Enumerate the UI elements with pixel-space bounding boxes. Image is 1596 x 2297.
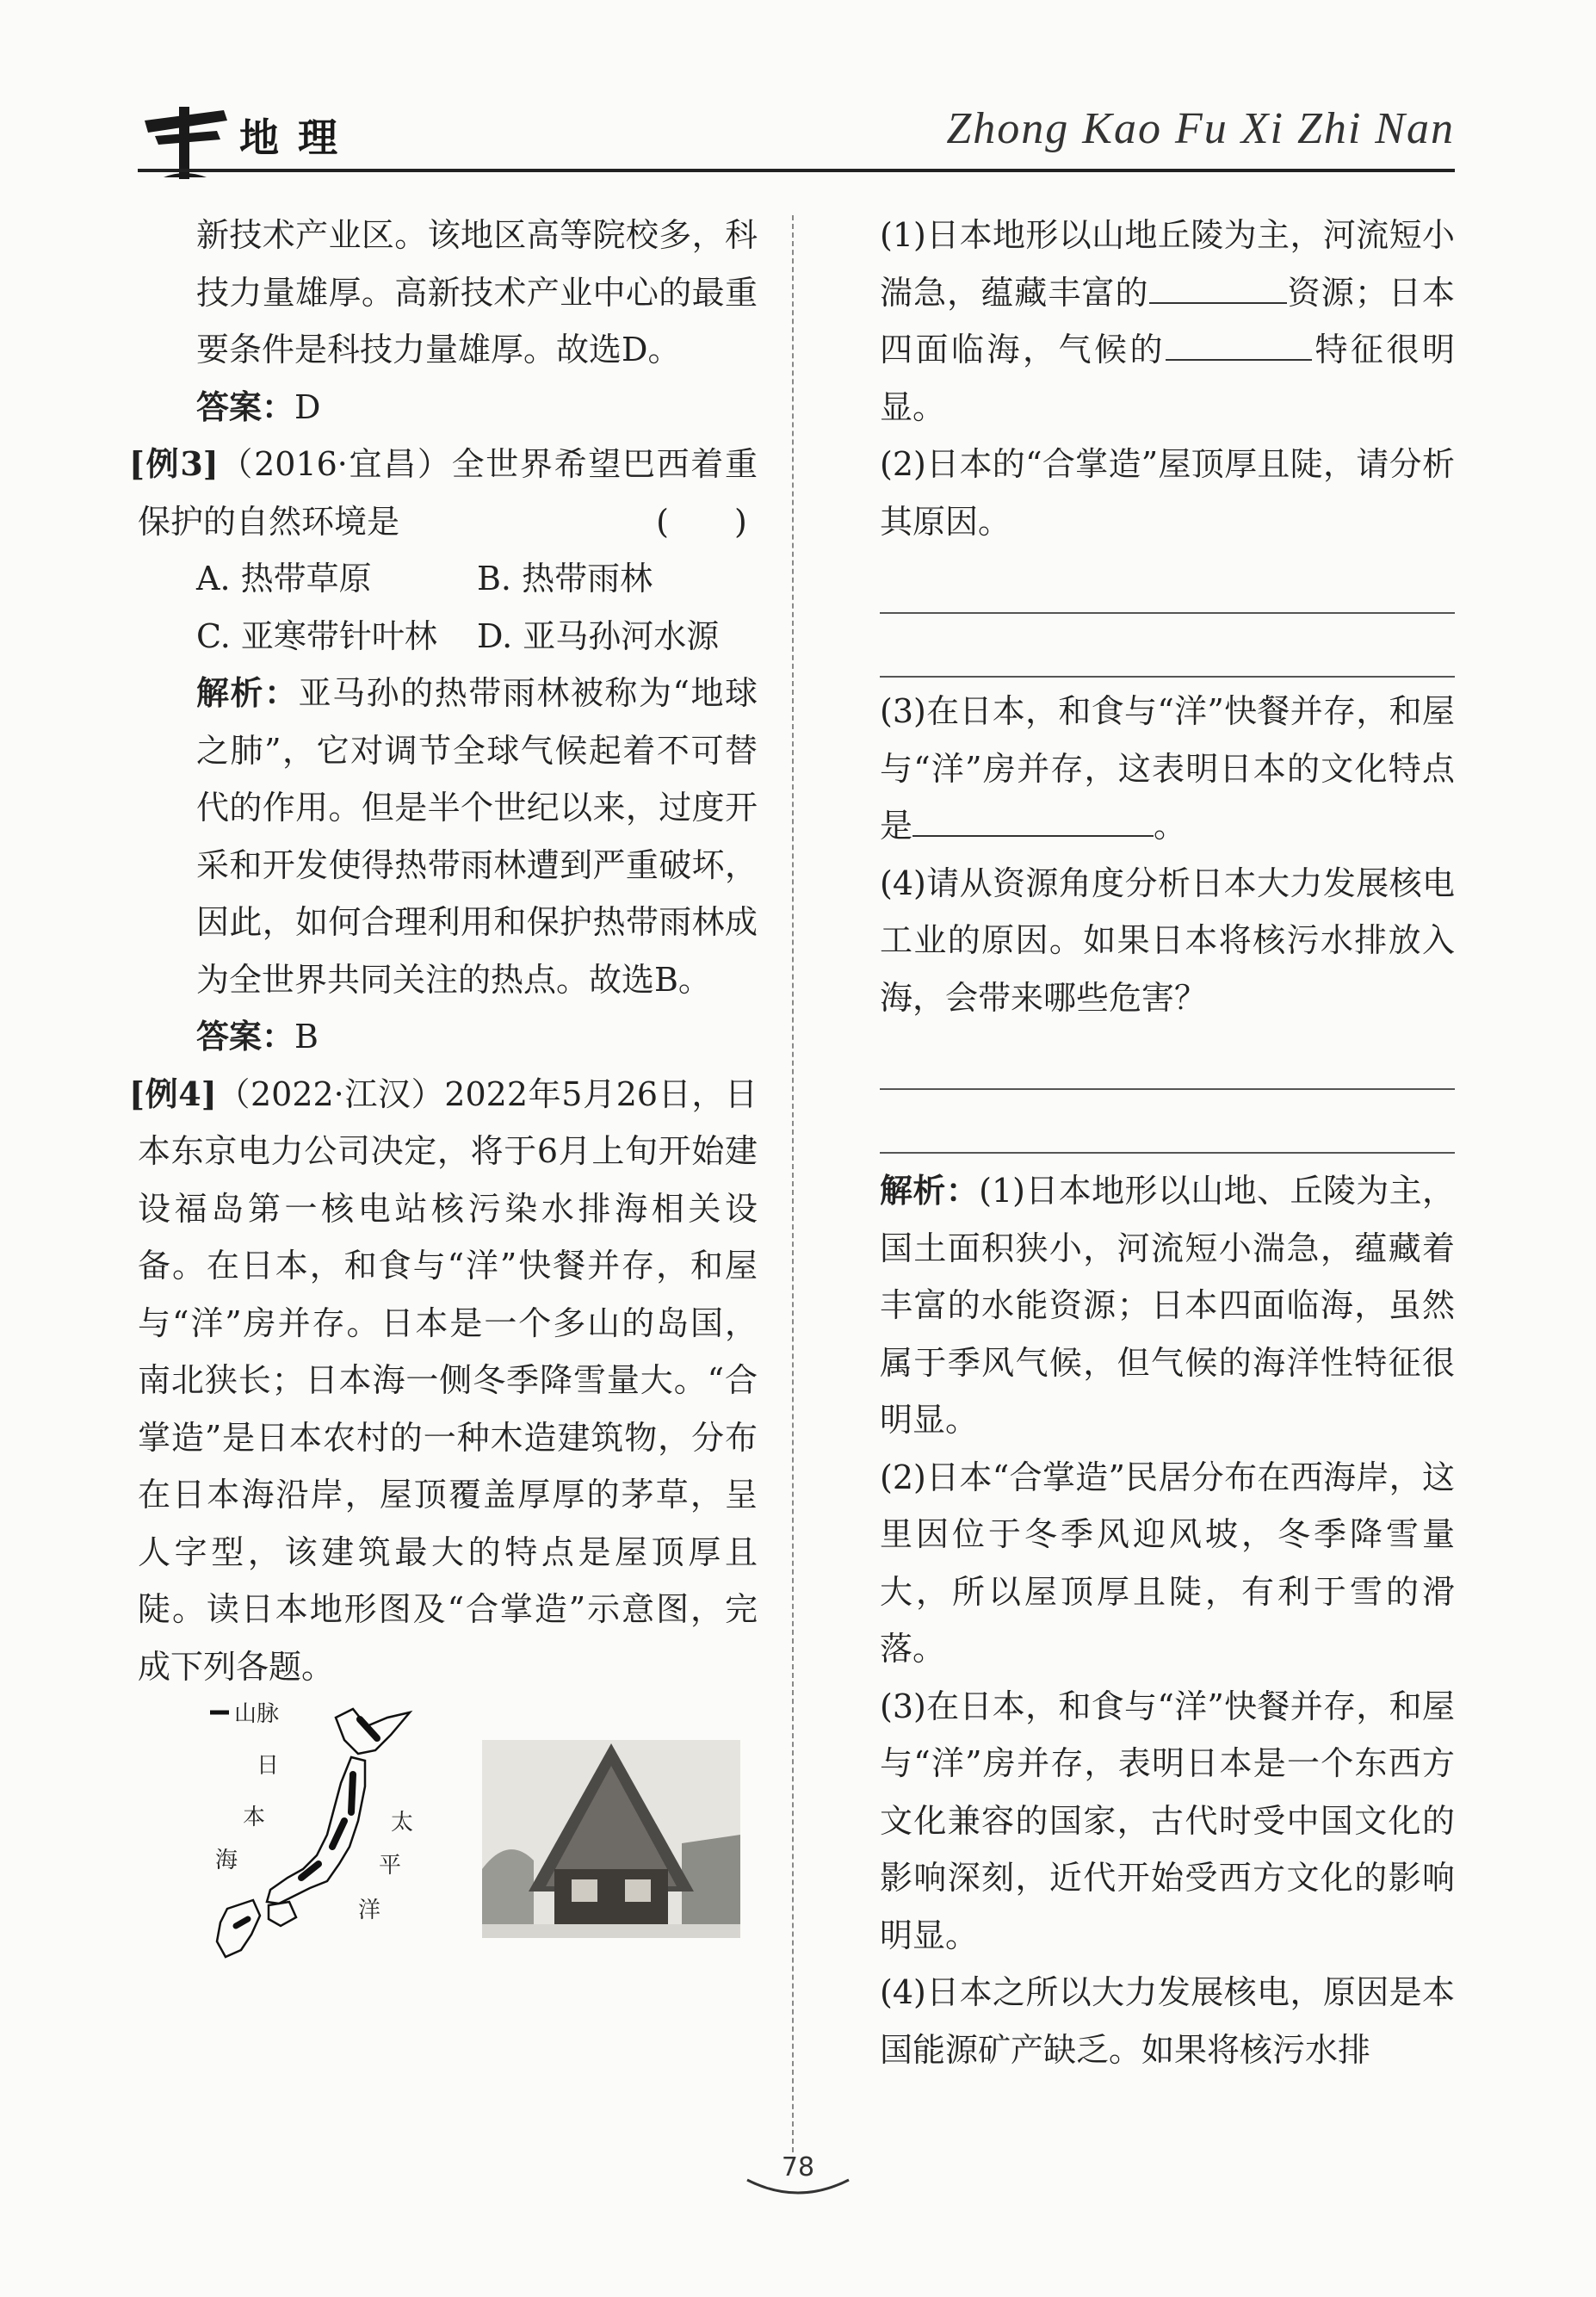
options-row-2 — [138, 608, 758, 666]
example-3-analysis: 解析：亚马孙的热带雨林被称为“地球之肺”，它对调节全球气候起着不可替代的作用。但是半个世纪以来，过度开采和开发使得热带雨林遭到严重破坏，因此，如何合理利用和保护热带雨林成为全世界共同关注的热点。故选B。 — [196, 673, 758, 999]
example-3-stem: [例3]（2016·宜昌）全世界希望巴西着重保护的自然环境是 ( ) — [138, 436, 758, 550]
column-divider — [792, 215, 794, 2152]
answer-2: 答案：B — [196, 1017, 319, 1056]
analysis-4: (4)日本之所以大力发展核电，原因是本国能源矿产缺乏。如果将核污水排 — [880, 1973, 1455, 2069]
sea-char-2: 本 — [243, 1805, 266, 1830]
answer-line-1[interactable] — [880, 550, 1455, 614]
answer-label: 答案： — [196, 387, 295, 426]
example-3-tag: [例3] — [129, 444, 219, 483]
options-row-1 — [138, 550, 758, 608]
analysis-2: (2)日本“合掌造”民居分布在西海岸，这里因位于冬季风迎风坡，冬季降雪量大，所以屋顶厚且陡，有利于雪的滑落。 — [880, 1458, 1455, 1668]
answer-line-4[interactable] — [880, 1090, 1455, 1154]
option-b: B. 热带雨林 — [477, 560, 653, 597]
fill-blank-3[interactable] — [912, 804, 1154, 837]
answer-line-2[interactable] — [880, 614, 1455, 678]
ocean-char-3: 洋 — [358, 1898, 381, 1923]
running-title: Zhong Kao Fu Xi Zhi Nan — [946, 104, 1455, 153]
sea-char-3: 海 — [215, 1848, 238, 1873]
question-1: (1)日本地形以山地丘陵为主，河流短小湍急，蕴藏丰富的 资源；日本四面临海，气候的 特征很明显。 — [880, 216, 1455, 426]
option-c: C. 亚寒带针叶林 — [196, 616, 437, 655]
header-rule — [138, 169, 1455, 172]
left-column — [129, 207, 758, 1976]
legend-mountain-label: 山脉 — [234, 1701, 280, 1727]
page-header — [138, 95, 1455, 181]
fill-blank-1[interactable] — [1149, 271, 1287, 304]
question-2: (2)日本的“合掌造”屋顶厚且陡，请分析其原因。 — [880, 445, 1455, 541]
right-column — [880, 207, 1455, 2078]
analysis-1: 解析：(1)日本地形以山地、丘陵为主，国土面积狭小，河流短小湍急，蕴藏着丰富的水能资源；日本四面临海，虽然属于季风气候，但气候的海洋性特征很明显。 — [880, 1171, 1455, 1439]
option-d: D. 亚马孙河水源 — [477, 616, 720, 655]
sea-char-1: 日 — [257, 1753, 280, 1779]
fill-blank-2[interactable] — [1166, 328, 1312, 361]
option-a: A. 热带草原 — [196, 560, 372, 597]
gassho-zukuri-house-photo — [482, 1740, 740, 1938]
continued-analysis: 新技术产业区。该地区高等院校多，科技力量雄厚。高新技术产业中心的最重要条件是科技力量雄厚。故选D。 — [196, 216, 758, 368]
answer-value: D — [294, 387, 321, 426]
signpost-logo-icon — [138, 95, 232, 181]
ocean-char-2: 平 — [379, 1853, 402, 1879]
figure-row — [138, 1700, 758, 1976]
subject-title: 地理 — [239, 115, 356, 161]
page-number: 78 — [781, 2152, 815, 2182]
analysis-3: (3)在日本，和食与“洋”快餐并存，和屋与“洋”房并存，表明日本是一个东西方文化兼容的国家，古代时受中国文化的影响深刻，近代开始受西方文化的影响明显。 — [880, 1687, 1455, 1954]
page-number-ornament-icon — [742, 2176, 854, 2199]
answer-line-3[interactable] — [880, 1026, 1455, 1090]
ocean-char-1: 太 — [391, 1810, 414, 1836]
example-4-stem: [例4]（2022·江汉）2022年5月26日，日本东京电力公司决定，将于6月上旬开始建设福岛第一核电站核污染水排海相关设备。在日本，和食与“洋”快餐并存，和屋与“洋”房并存。日本是一个多山的岛国，南北狭长；日本海一侧冬季降雪量大。“合掌造”是日本农村的一种木造建筑物，分布在日本海沿岸，屋顶覆盖厚厚的茅草，呈人字型，该建筑最大的特点是屋顶厚且陡。读日本地形图及“合掌造”示意图，完成下列各题。 — [129, 1074, 758, 1686]
question-3: (3)在日本，和食与“洋”快餐并存，和屋与“洋”房并存，这表明日本的文化特点是 。 — [880, 692, 1455, 845]
answer-1 — [138, 379, 758, 436]
question-4: (4)请从资源角度分析日本大力发展核电工业的原因。如果日本将核污水排放入海，会带来哪些危害？ — [880, 864, 1455, 1017]
answer-paren: ( ) — [656, 502, 747, 541]
example-4-tag: [例4] — [129, 1074, 217, 1113]
